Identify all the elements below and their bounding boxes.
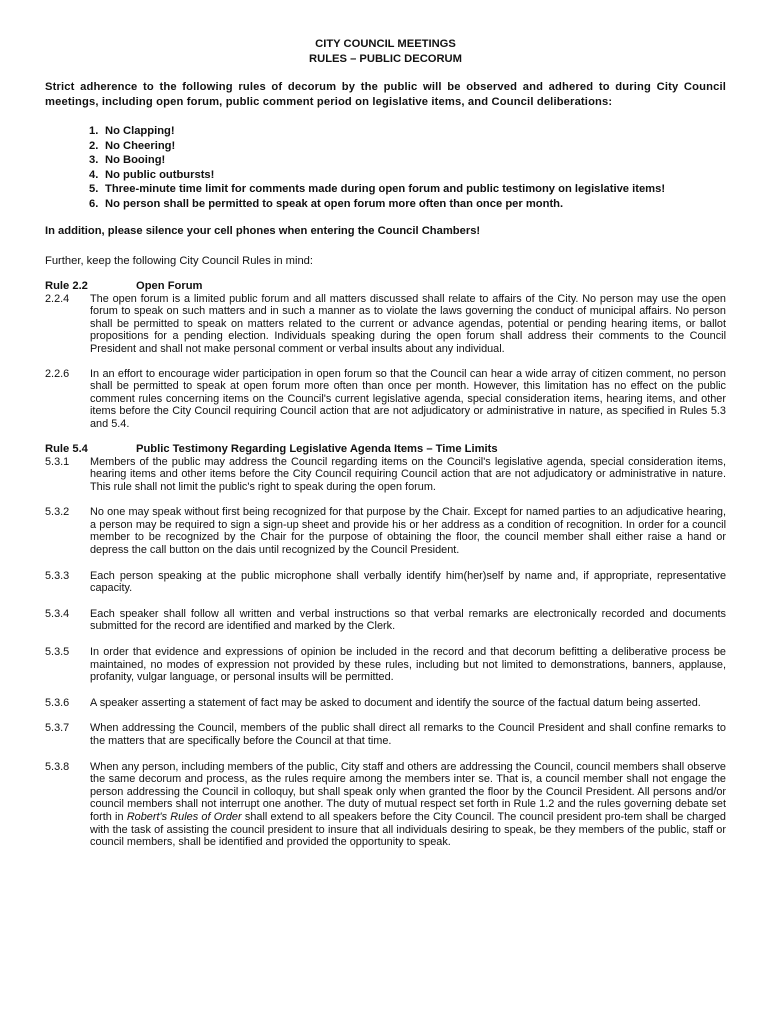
section-text: The open forum is a limited public forum and all matters discussed shall relate to affairs of the City. No person may use the open forum to speak on such matters and in such a manner as to violate the laws governing the conduct of municipal affairs. No person shall be permitted to speak on matters related to the current or advance agendas, potential or pending hearing items, or ballot propositions for a pending election. Individuals speaking during the open forum shall address their comments to the Council President and shall not make personal comment or verbal insults about any individual.	[90, 292, 726, 355]
document-page	[45, 37, 726, 849]
section-text: No one may speak without first being recognized for that purpose by the Chair. Except for named parties to an adjudicative hearing, a person may be required to sign a sign-up sheet and provide his or her address as a condition of recognition. In order for a council member to be recognized by the Chair for the purpose of obtaining the floor, the council member shall either raise a hand or depress the call button on the dais until recognized by the Council President.	[90, 506, 726, 557]
rule-2-2-heading	[45, 280, 726, 293]
list-item-number: 6.	[89, 197, 99, 210]
section-5-3-8	[45, 761, 726, 849]
roberts-rules-title: Robert's Rules of Order	[126, 810, 242, 823]
list-item	[89, 124, 726, 139]
document-title	[45, 37, 726, 67]
list-item	[89, 182, 726, 197]
rule-number: Rule 5.4	[45, 442, 88, 455]
section-text: A speaker asserting a statement of fact may be asked to document and identify the source of the factual datum being asserted.	[90, 696, 701, 709]
section-text-part: When any person, including members of the public, City staff and others are addressing the Council, council members shall observe the same decorum and process, as the rules require among the members inter se. That is, a council member shall not engage the person addressing the Council in colloquy, but shall speak only when granted the floor by the Council President. All persons and/or council members shall not interrupt one another. The duty of mutual respect set forth in Rule 1.2 and the rules governing debate set forth in	[90, 760, 726, 823]
section-number: 5.3.5	[45, 646, 70, 659]
list-item-text: No public outbursts!	[105, 168, 215, 181]
section-5-3-1	[45, 456, 726, 494]
section-text	[90, 761, 726, 849]
list-item	[89, 197, 726, 212]
list-item-number: 5.	[89, 183, 99, 196]
intro-paragraph: Strict adherence to the following rules of decorum by the public will be observed and adhered to during City Council meetings, including open forum, public comment period on legislative items, and Council deliberations:	[45, 81, 726, 108]
list-item	[89, 153, 726, 168]
section-2-2-6	[45, 368, 726, 431]
list-item-number: 1.	[89, 125, 99, 137]
section-number: 2.2.4	[45, 292, 70, 305]
rule-title: Public Testimony Regarding Legislative Agenda Items – Time Limits	[136, 442, 498, 455]
section-5-3-6	[45, 697, 726, 710]
decorum-rules-list	[45, 124, 726, 212]
section-number: 2.2.6	[45, 367, 70, 380]
rule-title: Open Forum	[136, 279, 203, 292]
section-number: 5.3.4	[45, 607, 70, 620]
section-5-3-4	[45, 608, 726, 633]
rule-number: Rule 2.2	[45, 279, 88, 292]
list-item-number: 2.	[89, 139, 99, 152]
list-item-text: Three-minute time limit for comments made during open forum and public testimony on legislative items!	[105, 183, 666, 196]
list-item-text: No person shall be permitted to speak at open forum more often than once per month.	[105, 197, 564, 210]
section-text: When addressing the Council, members of the public shall direct all remarks to the Council President and shall confine remarks to the matters that are specifically before the Council at that time.	[90, 722, 726, 747]
section-2-2-4	[45, 293, 726, 356]
section-number: 5.3.1	[45, 455, 70, 468]
section-text: Members of the public may address the Council regarding items on the Council's legislative agenda, special consideration items, hearing items and other items before the City Council requiring Council action that are not adjudicatory or administrative in nature. This rule shall not limit the public's right to speak during the open forum.	[90, 455, 726, 493]
list-item-number: 3.	[89, 154, 99, 167]
section-number: 5.3.8	[45, 760, 70, 773]
section-5-3-2	[45, 506, 726, 556]
section-5-3-5	[45, 646, 726, 684]
section-number: 5.3.3	[45, 569, 70, 582]
silence-notice: In addition, please silence your cell phones when entering the Council Chambers!	[45, 224, 481, 237]
list-item	[89, 168, 726, 183]
section-number: 5.3.7	[45, 722, 70, 735]
further-note: Further, keep the following City Council Rules in mind:	[45, 254, 314, 267]
section-text: Each person speaking at the public microphone shall verbally identify him(her)self by name and, if appropriate, representative capacity.	[90, 569, 726, 595]
title-line-1: CITY COUNCIL MEETINGS	[315, 38, 456, 50]
list-item	[89, 139, 726, 154]
list-item-number: 4.	[89, 168, 99, 181]
title-line-2: RULES – PUBLIC DECORUM	[309, 53, 462, 65]
section-text: In an effort to encourage wider participation in open forum so that the Council can hear a wide array of citizen comment, no person shall be permitted to speak at open forum more often than once per month. However, this limitation has no effect on the public comment rules concerning items on the Council's current legislative agenda, special consideration items, hearing items, and other items before the City Council requiring Council action that are not adjudicatory or administrative in nature, as specified in Rules 5.3 and 5.4.	[90, 367, 726, 430]
rule-5-4-heading	[45, 443, 726, 456]
list-item-text: No Clapping!	[105, 125, 175, 137]
section-5-3-3	[45, 570, 726, 595]
section-5-3-7	[45, 722, 726, 747]
section-number: 5.3.6	[45, 696, 70, 709]
section-text: Each speaker shall follow all written and verbal instructions so that verbal remarks are electronically recorded and documents submitted for the record are identified and marked by the Clerk.	[90, 607, 726, 633]
list-item-text: No Cheering!	[105, 139, 176, 152]
section-text: In order that evidence and expressions of opinion be included in the record and that decorum befitting a deliberative process be maintained, no modes of expression not provided by these rules, including but not limited to demonstrations, banners, applause, profanity, vulgar language, or personal insults will be permitted.	[90, 646, 726, 684]
section-text-part: shall extend to all speakers before the City Council. The council president pro-tem shall be charged with the task of assisting the council president to insure that all individuals desiring to speak, be they members of the public, staff or council members, shall be identified and provided the opportunity to speak.	[90, 810, 726, 849]
section-number: 5.3.2	[45, 506, 70, 519]
list-item-text: No Booing!	[105, 154, 166, 167]
